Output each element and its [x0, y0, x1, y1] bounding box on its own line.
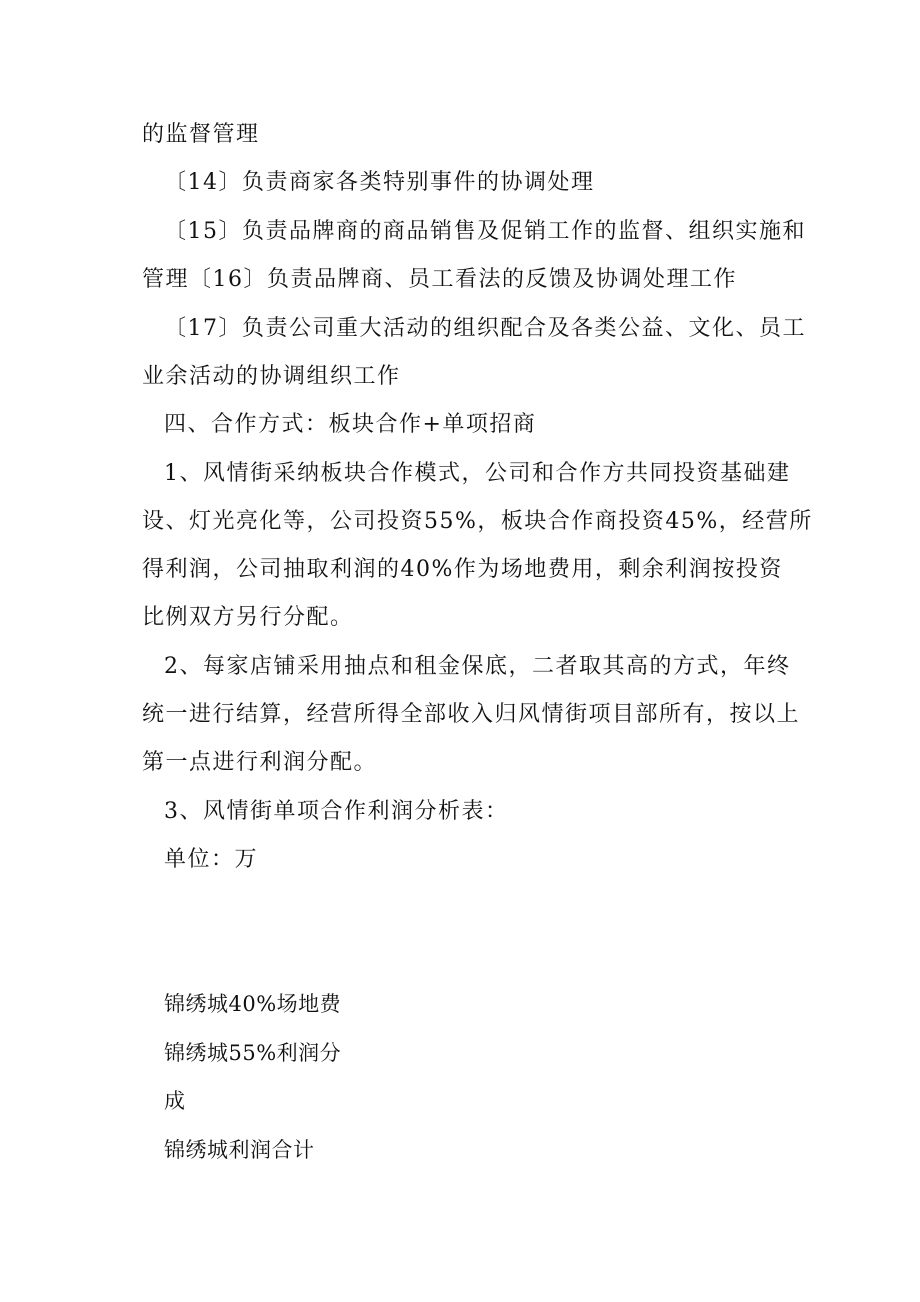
section-heading: 四、合作方式：板块合作+单项招商 [164, 412, 537, 437]
unit-label: 单位：万 [164, 847, 259, 872]
paragraph-line: 2、每家店铺采用抽点和租金保底，二者取其高的方式，年终 [164, 654, 791, 679]
paragraph-line: 〔15〕负责品牌商的商品销售及促销工作的监督、组织实施和 [164, 219, 806, 244]
paragraph-line: 得利润，公司抽取利润的40%作为场地费用，剩余利润按投资 [142, 557, 783, 582]
paragraph-line: 统一进行结算，经营所得全部收入归风情街项目部所有，按以上 [142, 702, 801, 727]
paragraph-line: 的监督管理 [142, 122, 260, 147]
table-label: 锦绣城利润合计 [164, 1138, 315, 1162]
table-label: 锦绣城40%场地费 [164, 992, 342, 1016]
paragraph-line: 〔17〕负责公司重大活动的组织配合及各类公益、文化、员工 [164, 316, 806, 341]
paragraph-line: 业余活动的协调组织工作 [142, 364, 401, 389]
paragraph-line: 设、灯光亮化等，公司投资55%，板块合作商投资45%，经营所 [142, 509, 813, 534]
paragraph-line: 第一点进行利润分配。 [142, 750, 378, 775]
table-label: 成 [164, 1089, 186, 1113]
table-label: 锦绣城55%利润分 [164, 1041, 342, 1065]
paragraph-line: 管理〔16〕负责品牌商、员工看法的反馈及协调处理工作 [142, 267, 737, 292]
paragraph-line: 〔14〕负责商家各类特别事件的协调处理 [164, 170, 595, 195]
paragraph-line: 1、风情街采纳板块合作模式，公司和合作方共同投资基础建 [164, 461, 791, 486]
paragraph-line: 3、风情街单项合作利润分析表： [164, 799, 509, 824]
paragraph-line: 比例双方另行分配。 [142, 605, 354, 630]
